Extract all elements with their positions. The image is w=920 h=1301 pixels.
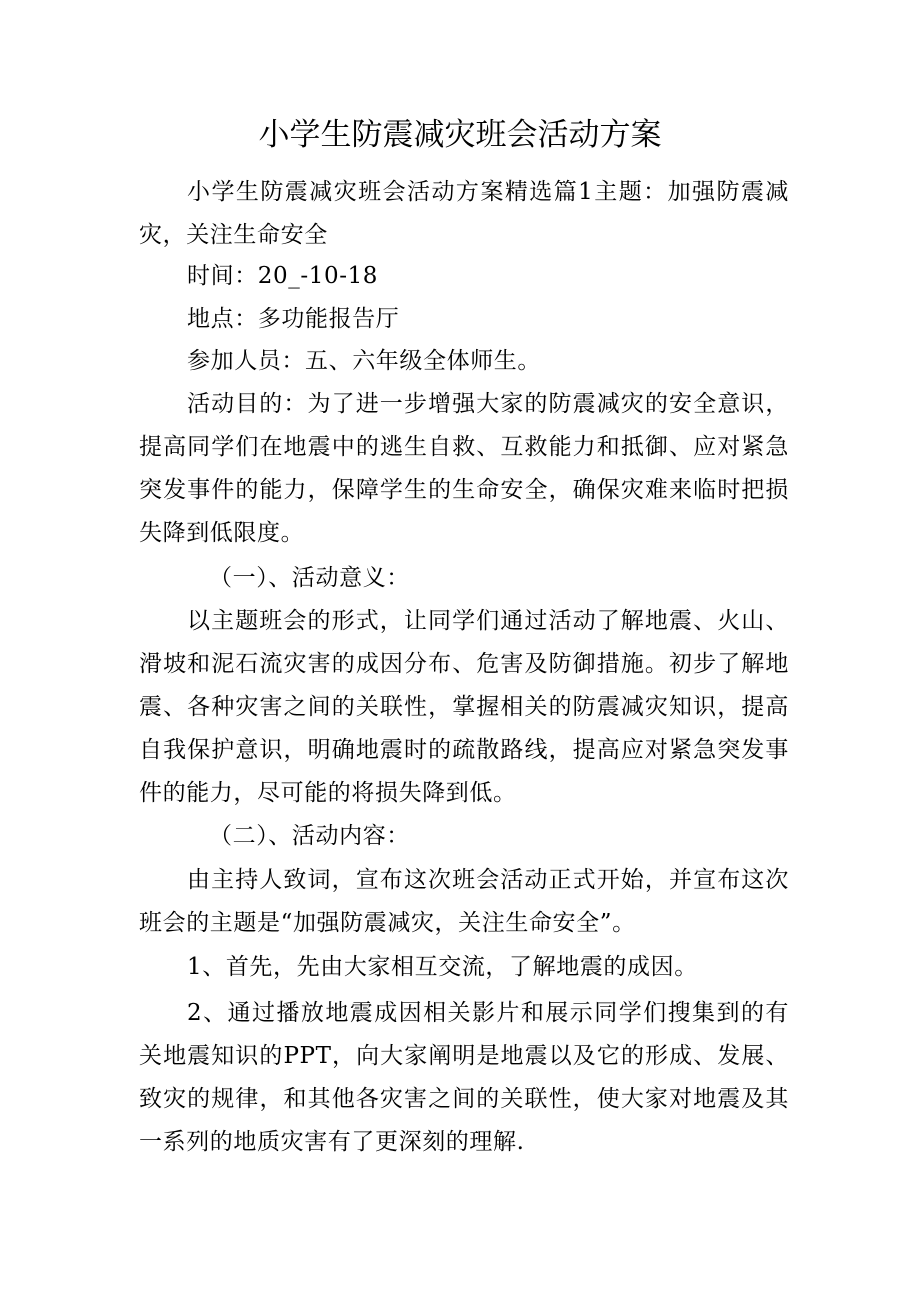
- section-heading-content: （二）、活动内容：: [209, 823, 410, 849]
- paragraph-participants: 参加人员：五、六年级全体师生。: [187, 348, 541, 374]
- paragraph-time: 时间：20_-10-18: [187, 263, 379, 289]
- paragraph-step-1: 1、首先，先由大家相互交流，了解地震的成因。: [187, 954, 698, 980]
- paragraph-step-2: 2、通过播放地震成因相关影片和展示同学们搜集到的有关地震知识的PPT，向大家阐明是地震以及它的形成、发展、致灾的规律，和其他各灾害之间的关联性，使大家对地震及其一系列的地质灾害有了更深刻的理解.: [139, 1000, 789, 1155]
- paragraph-purpose: 活动目的：为了进一步增强大家的防震减灾的安全意识，提高同学们在地震中的逃生自救、互救能力和抵御、应对紧急突发事件的能力，保障学生的生命安全，确保灾难来临时把损失降到低限度。: [139, 391, 789, 546]
- paragraph-location: 地点：多功能报告厅: [187, 306, 400, 332]
- document-title: 小学生防震减灾班会活动方案: [258, 117, 662, 153]
- paragraph-significance: 以主题班会的形式，让同学们通过活动了解地震、火山、滑坡和泥石流灾害的成因分布、危害及防御措施。初步了解地震、各种灾害之间的关联性，掌握相关的防震减灾知识，提高自我保护意识，明确地震时的疏散路线，提高应对紧急突发事件的能力，尽可能的将损失降到低。: [139, 608, 789, 806]
- section-heading-significance: （一）、活动意义：: [209, 565, 410, 591]
- paragraph-opening: 由主持人致词，宣布这次班会活动正式开始，并宣布这次班会的主题是“加强防震减灾，关注生命安全”。: [139, 867, 789, 936]
- paragraph-intro: 小学生防震减灾班会活动方案精选篇1主题：加强防震减灾，关注生命安全: [139, 179, 789, 248]
